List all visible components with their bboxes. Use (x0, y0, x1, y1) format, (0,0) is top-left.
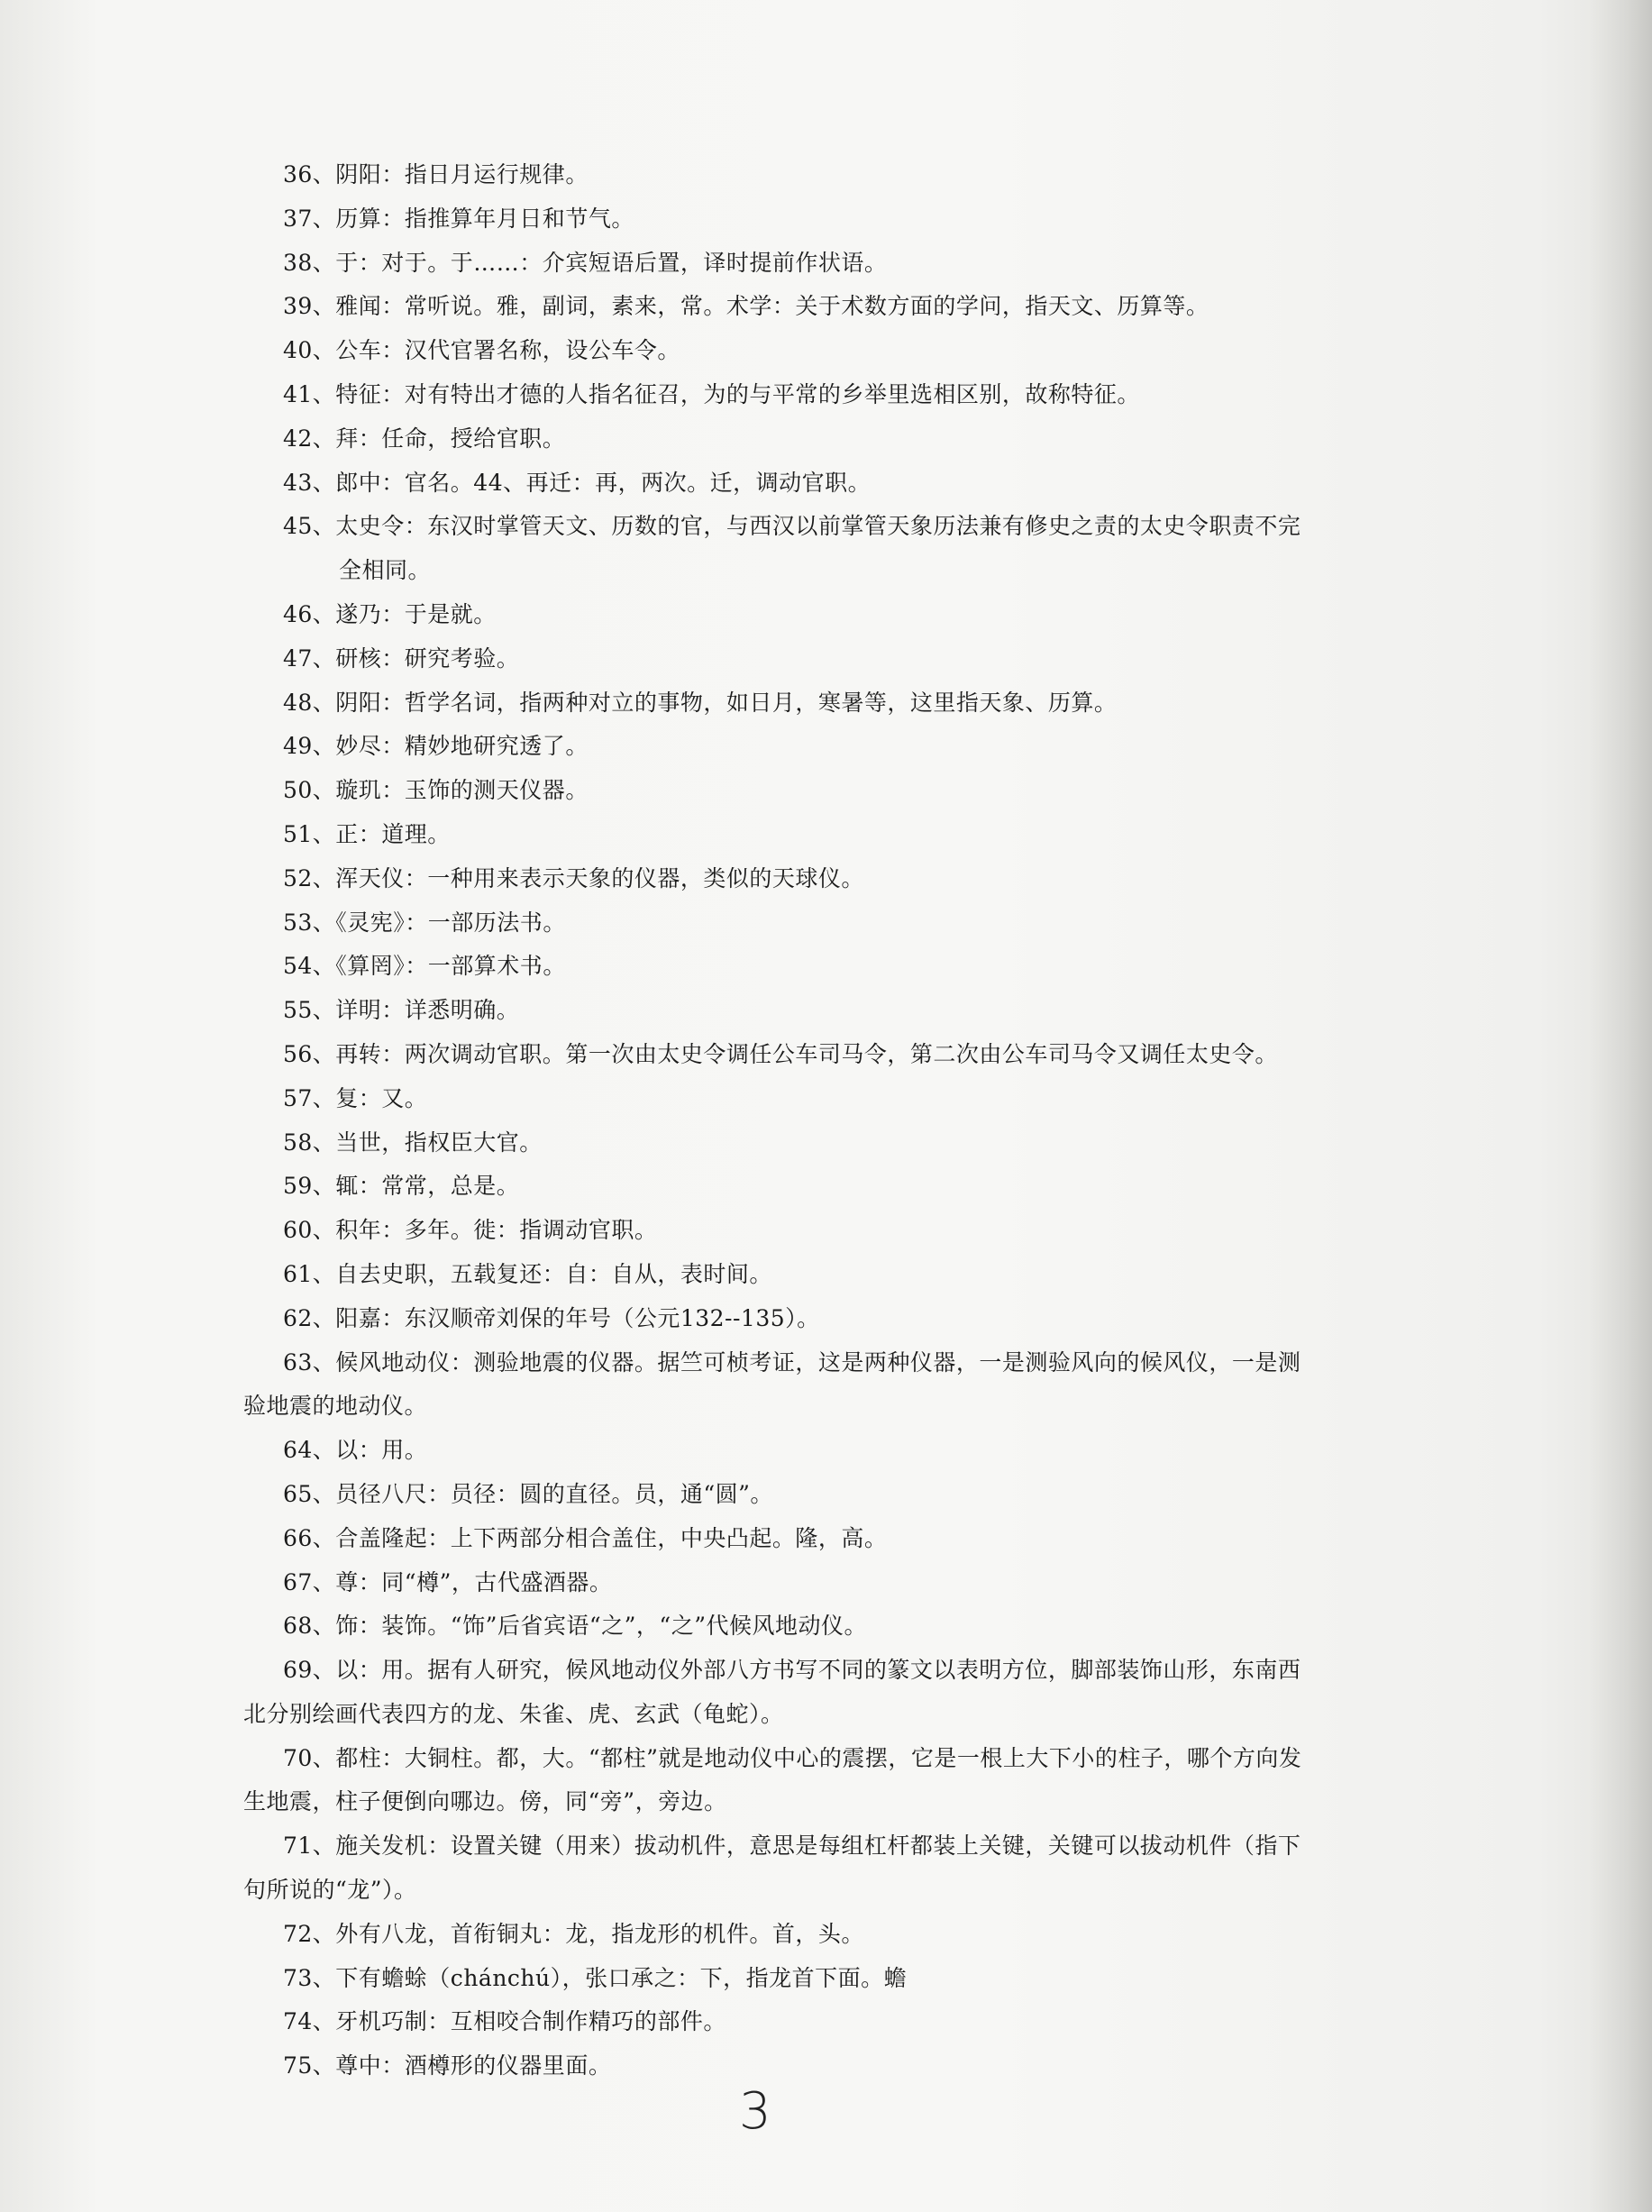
annotation-line: 61、自去史职，五载复还：自：自从，表时间。 (283, 1260, 772, 1287)
annotation-line: 41、特征：对有特出才德的人指名征召，为的与平常的乡举里选相区别，故称特征。 (283, 380, 1140, 407)
annotation-line: 58、当世，指权臣大官。 (283, 1129, 543, 1156)
annotation-line: 74、牙机巧制：互相咬合制作精巧的部件。 (283, 2008, 726, 2035)
annotation-line: 54、《算罔》：一部算术书。 (283, 953, 566, 980)
annotation-line: 75、尊中：酒樽形的仪器里面。 (283, 2052, 612, 2079)
annotation-list (245, 153, 1471, 2089)
annotation-line: 62、阳嘉：东汉顺帝刘保的年号（公元132--135）。 (283, 1304, 820, 1331)
annotation-line: 北分别绘画代表四方的龙、朱雀、虎、玄武（龟蛇）。 (243, 1700, 784, 1727)
annotation-line: 49、妙尽：精妙地研究透了。 (283, 733, 589, 760)
annotation-line: 52、浑天仪：一种用来表示天象的仪器，类似的天球仪。 (283, 864, 864, 891)
annotation-line: 60、积年：多年。徙：指调动官职。 (283, 1217, 658, 1244)
annotation-line: 36、阴阳：指日月运行规律。 (283, 161, 589, 187)
annotation-line: 38、于：对于。于……：介宾短语后置，译时提前作状语。 (283, 249, 888, 276)
annotation-line: 47、研核：研究考验。 (283, 644, 520, 672)
annotation-line: 生地震，柱子便倒向哪边。傍，同“旁”，旁边。 (243, 1788, 727, 1815)
annotation-line: 45、太史令：东汉时掌管天文、历数的官，与西汉以前掌管天象历法兼有修史之责的太史令职责不完 (283, 513, 1301, 540)
annotation-line: 46、遂乃：于是就。 (283, 600, 497, 627)
annotation-line: 64、以：用。 (283, 1437, 428, 1464)
annotation-line: 69、以：用。据有人研究，候风地动仪外部八方书写不同的篆文以表明方位，脚部装饰山形，东南西 (283, 1657, 1301, 1684)
annotation-line: 42、拜：任命，授给官职。 (283, 425, 566, 452)
annotation-line: 57、复：又。 (283, 1084, 428, 1111)
annotation-line: 55、详明：详悉明确。 (283, 997, 520, 1024)
annotation-line: 71、施关发机：设置关键（用来）拔动机件，意思是每组杠杆都装上关键，关键可以拔动机件（指下 (283, 1833, 1301, 1860)
page-edge-shadow (1589, 0, 1652, 2212)
annotation-line: 66、合盖隆起：上下两部分相合盖住，中央凸起。隆，高。 (283, 1524, 888, 1551)
page-number: 3 (739, 2082, 771, 2141)
annotation-line: 句所说的“龙”）。 (243, 1877, 417, 1904)
annotation-line: 63、候风地动仪：测验地震的仪器。据竺可桢考证，这是两种仪器，一是测验风向的候风仪，一是测 (283, 1348, 1301, 1376)
annotation-line: 67、尊：同“樽”，古代盛酒器。 (283, 1568, 613, 1595)
annotation-line: 51、正：道理。 (283, 820, 451, 847)
annotation-line: 73、下有蟾蜍（chánchú），张口承之：下，指龙首下面。蟾 (283, 1964, 908, 1991)
annotation-line: 50、璇玑：玉饰的测天仪器。 (283, 777, 589, 804)
annotation-line: 70、都柱：大铜柱。都，大。“都柱”就是地动仪中心的震摆，它是一根上大下小的柱子，哪个方向发 (283, 1744, 1302, 1771)
annotation-line: 65、员径八尺：员径：圆的直径。员，通“圆”。 (283, 1480, 773, 1507)
annotation-line: 53、《灵宪》：一部历法书。 (283, 909, 566, 936)
annotation-line: 40、公车：汉代官署名称，设公车令。 (283, 337, 680, 364)
annotation-line: 72、外有八龙，首衔铜丸：龙，指龙形的机件。首，头。 (283, 1920, 864, 1947)
annotation-line: 48、阴阳：哲学名词，指两种对立的事物，如日月，寒暑等，这里指天象、历算。 (283, 689, 1118, 716)
annotation-line: 37、历算：指推算年月日和节气。 (283, 205, 634, 232)
annotation-line: 59、辄：常常，总是。 (283, 1173, 520, 1200)
annotation-line: 56、再转：两次调动官职。第一次由太史令调任公车司马令，第二次由公车司马令又调任太史令。 (283, 1040, 1278, 1067)
annotation-line: 验地震的地动仪。 (243, 1393, 428, 1420)
annotation-line: 39、雅闻：常听说。雅，副词，素来，常。术学：关于术数方面的学问，指天文、历算等。 (283, 293, 1209, 320)
annotation-line: 43、郎中：官名。44、再迁：再，两次。迁，调动官职。 (283, 469, 872, 496)
annotation-line: 全相同。 (339, 557, 432, 584)
annotation-line: 68、饰：装饰。“饰”后省宾语“之”，“之”代候风地动仪。 (283, 1613, 867, 1640)
